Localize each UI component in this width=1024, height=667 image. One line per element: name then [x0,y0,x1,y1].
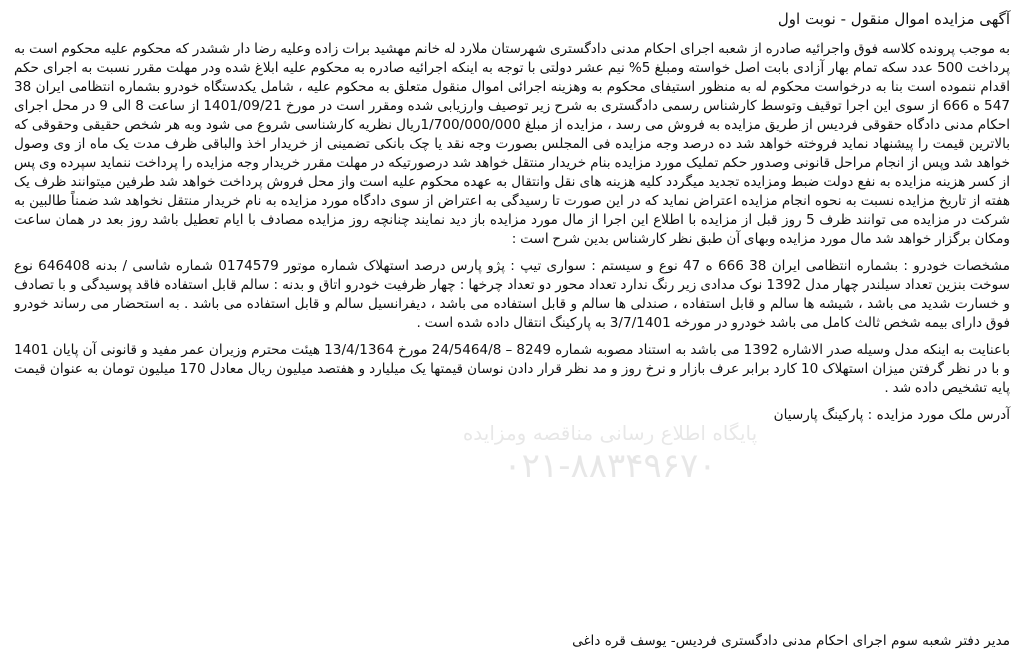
page-title: آگهی مزایده اموال منقول - نوبت اول [777,10,1010,28]
vehicle-specs-paragraph: مشخصات خودرو : بشماره انتظامی ایران 38 666 ه 47 نوع و سیستم : سواری تیپ : پژو پارس درصد استهلاک شماره موتور 0174579 شماره شاسی / بدنه 646408 نوع سوخت بنزین تعداد سیلندر چهار مدل 1392 نوک مدادی زیر رنگ ندارد تعداد محور دو تعداد چرخها : چهار ظرفیت خودرو اتاق و بدنه : سالم قابل استفاده فاقد پوسیدگی و با تصادف و خسارت شدید می باشد ، شیشه ها سالم و قابل استفاده ، صندلی ها سالم و قابل استفاده می باشد ، دیفرانسیل سالم و قابل استفاده می باشد . به استحضار می رساند خودرو فوق دارای بیمه شخص ثالث کامل می باشد خودرو در مورخه 3/7/1401 به پارکینگ انتقال داده شده است . [14,258,1011,331]
watermark-text: پایگاه اطلاع رسانی مناقصه ومزایده [462,421,758,445]
valuation-paragraph: باعنایت به اینکه مدل وسیله صدر الاشاره 1392 می باشد به استناد مصوبه شماره 8249 – 24/5464/8 مورخ 13/4/1364 هیئت محترم وزیران عمر مفید و قانونی آن پایان 1401 و با در نظر گرفتن میزان استهلاک 10 کارد برابر عرف بازار و نرخ روز و مد نظر قرار دادن نوسان قیمتها یک میلیارد و هفتصد میلیون ریال معادل 170 میلیون تومان به عنوان قیمت پایه تشخیص داده شد . [14,342,1010,396]
auction-terms-paragraph: به موجب پرونده کلاسه فوق واجرائیه صادره از شعبه اجرای احکام مدنی دادگستری شهرستان ملارد له خانم مهشید برات زاده وعلیه رضا دار ششدر که محکوم علیه محکوم است به پرداخت 500 عدد سکه تمام بهار آزادی بابت اصل خواسته ومبلغ 5% نیم عشر دولتی با توجه به اینکه اجرائیه صادره به محکوم علیه ابلاغ شده ودر مهلت مقرر نسبت به اجرای حکم اقدام ننموده است بنا به درخواست محکوم له به منظور استیفای محکوم به وهزینه اجرائی اموال منقول متعلق به محکوم علیه ، شامل یکدستگاه خودرو بشماره انتظامی ایران 38 547 ه 666 از سوی این اجرا توقیف وتوسط کارشناس رسمی دادگستری به شرح زیر توصیف وارزیابی شده ومقرر است در مورخ 1401/09/21 از ساعت 8 الی 9 در محل اجرای احکام مدنی دادگاه حقوقی فردیس از طریق مزایده به فروش می رسد ، مزایده از مبلغ 1/700/000/000ریال نظریه کارشناسی شروع می شود وبه هر شخص حقیقی وحقوقی که بالاترین قیمت را پیشنهاد نماید فروخته خواهد شد ده درصد وجه مزایده فی المجلس بصورت وجه نقد یا چک بانکی تضمینی از خریدار اخذ والباقی ظرف مدت یک ماه از وی وصول خواهد شد وپس از انجام مراحل قانونی وصدور حکم تملیک مورد مزایده بنام خریدار منتقل خواهد شد درصورتیکه در مهلت مقرر خریدار وجه مزایده را پرداخت ننماید سپرده وی پس از کسر هزینه مزایده به نفع دولت ضبط ومزایده تجدید میگردد کلیه هزینه های نقل وانتقال به عهده محکوم علیه است واز محل فروش پرداخت خواهد شد طرفین میتوانند ظرف یک هفته از تاریخ مزایده نسبت به نحوه انجام مزایده اعتراض نماید که در این صورت تا رسیدگی به اعتراض از سوی دادگاه مورد مزایده به نام خریدار منتقل نخواهد شد ضمناً طالبین به شرکت در مزایده می توانند ظرف 5 روز قبل از مزایده با اطلاع این اجرا از مال مورد مزایده باز دید نمایند چنانچه روز مزایده مصادف با ایام تعطیل باشد روز بعد در همان ساعت ومکان برگزار خواهد شد مال مورد مزایده وبهای آن طبق نظر کارشناس بدین شرح است : [14,41,1011,247]
signature-line: مدیر دفتر شعبه سوم اجرای احکام مدنی دادگستری فردیس- یوسف قره داغی [572,633,1010,649]
auction-address: آدرس ملک مورد مزایده : پارکینگ پارسیان [773,407,1010,423]
watermark-logo [430,420,790,530]
watermark-phone: ۰۲۱-۸۸۳۴۹۶۷۰ [503,446,717,486]
